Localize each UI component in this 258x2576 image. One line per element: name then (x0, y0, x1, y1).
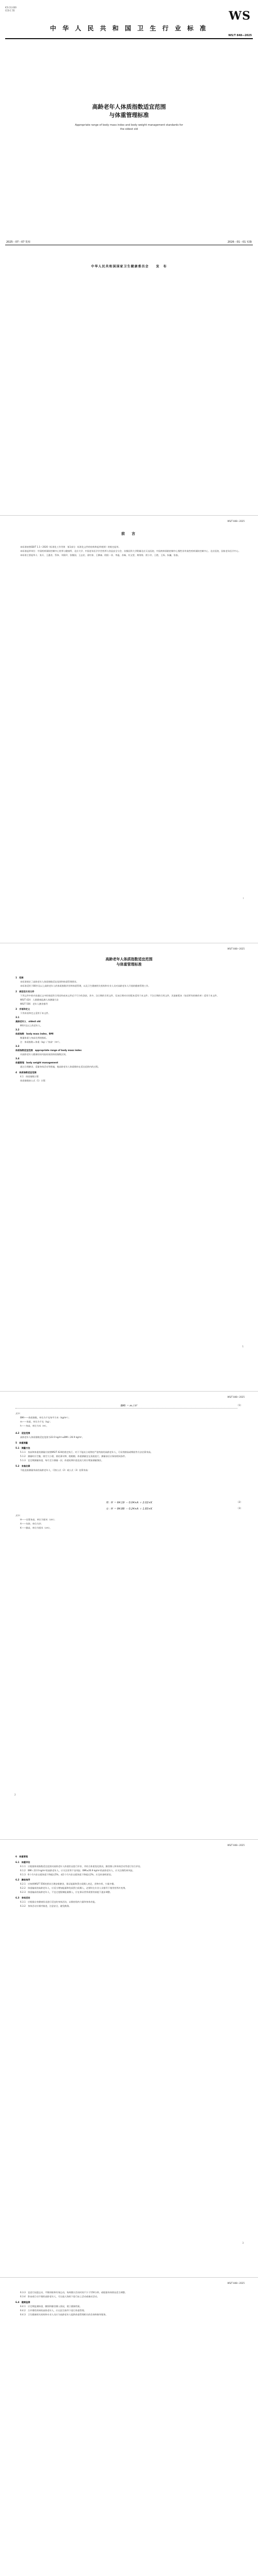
page-3-body (15, 1853, 243, 1909)
page-4-body (15, 2291, 243, 2317)
body-paragraph: 体质指数按公式（1）计算： (20, 1079, 47, 1082)
foreword-paragraph: 本标准起草单位：中国疾病预防控制中心营养与健康所、北京大学、中国老年医学学会营养与食品安全分会、首都医科大学附属北京天坛医院、中国疾病预防控制中心慢性非传染性疾病预防控制中心、北京医院、国家老年医学中心。 (20, 550, 241, 552)
main-title-line-1: 高龄老年人体质指数适宜范围 (92, 104, 166, 110)
ccs-code: CCS C 55 (5, 9, 15, 12)
section-heading: 3 术语和定义 (15, 1008, 30, 1010)
formula-where (15, 1412, 243, 1429)
section-heading: 6.2 膳食指导 (15, 1878, 30, 1881)
section-heading: 5 体重测量 (15, 1441, 28, 1444)
ics-code: ICS 11.020 (5, 6, 17, 9)
body-paragraph: 5.1.3 宜定期测量体重，每月至少测量一次；体重短期内变化较大时应增加测量频次。 (20, 1459, 104, 1462)
main-title-line-2: 与体重管理标准 (109, 112, 149, 118)
term-entry: 3.2 (15, 1028, 20, 1031)
body-paragraph: 对高龄老年人健康结局风险较低的体质指数区间。 (20, 1053, 68, 1056)
content-page-3 (0, 1840, 258, 2277)
body-paragraph: 注：体质指数＝体重（kg）/ 身高²（m²）。 (20, 1041, 62, 1043)
where-line: 式中： (15, 1514, 22, 1517)
issuing-authority: 中华人民共和国国家卫生健康委员会 发 布 (91, 265, 167, 268)
body-paragraph: 5.1.2 测量时应空腹、排空大小便、着轻薄衣物、脱鞋帽。体重测量宜在清晨进行，测量前后应保持相同条件。 (20, 1455, 127, 1458)
classification-codes (5, 6, 17, 12)
foreword-page (0, 516, 258, 943)
where-line: K——膝高，单位为厘米（cm）。 (20, 1527, 52, 1529)
body-paragraph: 6.4.3 卫生健康相关机构和专业人员应为高龄老年人提供体重管理相关的咨询和指导服务。 (20, 2313, 108, 2316)
body-paragraph: 5.1.1 身高和体重的测量应按照WS/T 424的规定执行。对于不能站立或脊柱严重弯曲的高龄老年人，可采用膝高或臂展等方法估算身高。 (20, 1451, 153, 1453)
body-paragraph: WS/T 556 老年人膳食指导 (20, 1002, 48, 1005)
bmi-formula: BMI ＝ m / h² (120, 1404, 138, 1408)
body-paragraph: 6.1.3 6个月内非自愿体重下降超过5%，或1个月内非自愿体重下降超过2%，应及时查明原因。 (20, 1873, 114, 1876)
formula-where-2 (15, 1514, 243, 1531)
body-paragraph: 通过合理膳食、适量身体活动等措施，使高龄老年人体重维持在适宜范围内的过程。 (20, 1065, 100, 1068)
where-line: m——体重，单位为千克（kg）； (20, 1420, 52, 1423)
section-heading: 6.1 体重评估 (15, 1860, 30, 1863)
formula-number: （3） (236, 1507, 243, 1510)
page-header-std-no: WS/T 848—2025 (227, 1396, 245, 1398)
cover-page (0, 0, 258, 515)
term-entry: 高龄老年人 oldest old (15, 1020, 41, 1023)
page-title-line-1: 高龄老年人体质指数适宜范围 (105, 957, 153, 961)
body-paragraph: 本标准适用于80岁及以上高龄老年人的体质指数评价和体重管理，以及卫生健康相关机构和专业人员对高龄老年人开展的健康管理工作。 (20, 985, 151, 987)
page-header-std-no: WS/T 848—2025 (227, 2282, 245, 2284)
body-paragraph: 6.3.3 宜进行抗阻运动、平衡训练和有氧运动，每周累计活动时间不少于150分钟，或根据身体情况适当调整。 (20, 2291, 127, 2294)
section-heading: 4.2 适宜范围 (15, 1432, 30, 1434)
section-heading: 1 范围 (15, 976, 24, 979)
effective-date: 2026－01－01 实施 (227, 241, 252, 244)
body-paragraph: 6.4.2 合并慢性疾病的高龄老年人，应在医生指导下进行体重管理。 (20, 2309, 86, 2312)
content-page-1 (0, 943, 258, 1391)
where-line: H——估算身高，单位为厘米（cm）； (20, 1518, 57, 1521)
content-page-4 (0, 2278, 258, 2576)
page-2-body (15, 1430, 243, 1473)
page-number: 3 (242, 2242, 244, 2244)
term-entry: 体质指数 body mass index，BMI (15, 1032, 54, 1035)
section-heading: 6.4 健康监测 (15, 2300, 30, 2303)
section-heading: 5.1 测量方法 (15, 1447, 30, 1449)
standard-category-title: 中 华 人 民 共 和 国 卫 生 行 业 标 准 (50, 25, 208, 32)
section-heading: 4 体质指数适宜范围 (15, 1071, 37, 1074)
body-paragraph: 80岁及以上的老年人。 (20, 1024, 43, 1027)
body-paragraph: 4.1 体质指数计算 (20, 1075, 39, 1078)
body-paragraph: 高龄老年人体质指数适宜范围为22.0 kg/m²≤BMI＜26.9 kg/m²。 (20, 1436, 85, 1438)
standard-number: WS/T 848—2025 (228, 34, 252, 37)
body-paragraph: 6.4.1 应定期监测体重、腰围和膳食摄入情况，建立健康档案。 (20, 2304, 82, 2308)
foreword-paragraph: 本标准主要起草人：张兵、王惠君、蔡伟、刘爱玲、张继国、王志宏、姜红如、王柳森、欧阳一非、李温、苏畅、杜文雯、黄绯绯、贾小芳、王艳、王烁、朱巍、张伋。 (20, 554, 180, 556)
section-heading: 6.3 身体活动 (15, 1896, 30, 1899)
body-paragraph: 衡量体重与身高比例的指标。 (20, 1037, 49, 1039)
body-paragraph: 6.2.3 体重偏高的高龄老年人，不宜过度限制能量摄入，应在保证营养需要的前提下逐步调整。 (20, 1891, 112, 1893)
foreword-heading: 前 言 (121, 532, 137, 536)
page-number: I (243, 897, 244, 900)
height-formula-male: 男：H ＝ 64.19 － 0.04×A ＋ 2.02×K (106, 1501, 152, 1504)
page-number: 1 (242, 1345, 244, 1348)
page-header-std-no: WS/T 848—2025 (227, 520, 245, 522)
section-heading: 6 体重管理 (15, 1855, 28, 1858)
term-entry: 3.4 (15, 1057, 20, 1060)
ws-logo: WS (229, 9, 251, 23)
body-paragraph: 下列术语和定义适用于本文件。 (20, 1012, 51, 1014)
page-number: 2 (14, 1793, 16, 1796)
formula-number: （2） (236, 1501, 243, 1504)
foreword-paragraph: 本标准按照GB/T 1.1—2020《标准化工作导则 第1部分：标准化文件的结构和起草规则》的规定起草。 (20, 546, 121, 548)
page-header-std-no: WS/T 848—2025 (227, 1844, 245, 1846)
body-paragraph: 6.2.2 体重偏低的高龄老年人，应适当增加能量和优质蛋白质摄入，必要时在专业人员指导下使用营养补充剂。 (20, 1887, 127, 1889)
term-entry: 体质指数适宜范围 appropriate range of body mass index (15, 1049, 82, 1052)
body-paragraph: WS/T 424 人群健康监测人体测量方法 (20, 998, 59, 1001)
page-1-body (15, 974, 243, 1083)
formula-dots (15, 1408, 237, 1409)
top-rule (5, 38, 253, 39)
term-entry: 3.3 (15, 1045, 20, 1047)
body-paragraph: 6.1.1 应根据体质指数适宜范围对高龄老年人体重状况进行评价，并结合体重变化情况、膳食摄入和身体活动等进行综合评估。 (20, 1865, 142, 1868)
page-header-std-no: WS/T 848—2025 (227, 947, 245, 950)
where-line: 式中： (15, 1412, 22, 1415)
body-paragraph: 6.3.2 身体活动应循序渐进，注意安全，避免跌倒。 (20, 1904, 71, 1907)
body-paragraph: 本标准规定了高龄老年人体质指数适宜范围和体重管理要求。 (20, 980, 79, 983)
foreword-body (15, 546, 243, 558)
where-line: BMI——体质指数，单位为千克每平方米（kg/m²）； (20, 1416, 71, 1419)
body-paragraph: 6.3.4 卧床或行动不便的高龄老年人，可在他人协助下进行床上活动或被动活动。 (20, 2295, 100, 2298)
formula-number: （1） (236, 1404, 243, 1407)
term-entry: 3.1 (15, 1016, 20, 1019)
section-heading: 2 规范性引用文件 (15, 990, 35, 993)
content-page-2 (0, 1392, 258, 1839)
where-line: h——身高，单位为米（m）。 (20, 1425, 49, 1427)
body-paragraph: 不能直接测量身高的高龄老年人，可按公式（2）或公式（3）估算身高： (20, 1468, 90, 1471)
body-paragraph: 6.3.1 应根据自身健康状况进行适宜的身体活动，以维持肌肉力量和身体功能。 (20, 1900, 97, 1903)
section-heading: 5.2 身高估算 (15, 1464, 30, 1467)
height-formula-female: 女：H ＝ 84.88 － 0.24×A ＋ 1.83×K (106, 1507, 152, 1511)
publish-date: 2025－07－07 发布 (6, 241, 31, 244)
english-title-line-2: the oldest old (120, 128, 138, 131)
body-paragraph: 下列文件中的内容通过文中的规范性引用而构成本文件必不可少的条款。其中，注日期的引用文件，仅该日期对应的版本适用于本文件；不注日期的引用文件，其最新版本（包括所有的修改单）适用于本文件。 (20, 994, 219, 997)
body-paragraph: 6.1.2 BMI＜22.0 kg/m²的高龄老年人，应关注营养不良风险；BMI≥26.9 kg/m²的高龄老年人，应关注慢性病风险。 (20, 1869, 135, 1872)
where-line: A——年龄，单位为岁； (20, 1522, 43, 1525)
body-paragraph: 6.2.1 应按照WS/T 556的要求合理安排膳食，保证能量和蛋白质摄入充足，食物多样，少量多餐。 (20, 1883, 116, 1885)
english-title-line-1: Appropriate range of body mass index and body weight management standards for (75, 124, 183, 127)
term-entry: 体重管理 body weight management (15, 1061, 58, 1064)
page-title-line-2: 与体重管理标准 (116, 962, 142, 967)
